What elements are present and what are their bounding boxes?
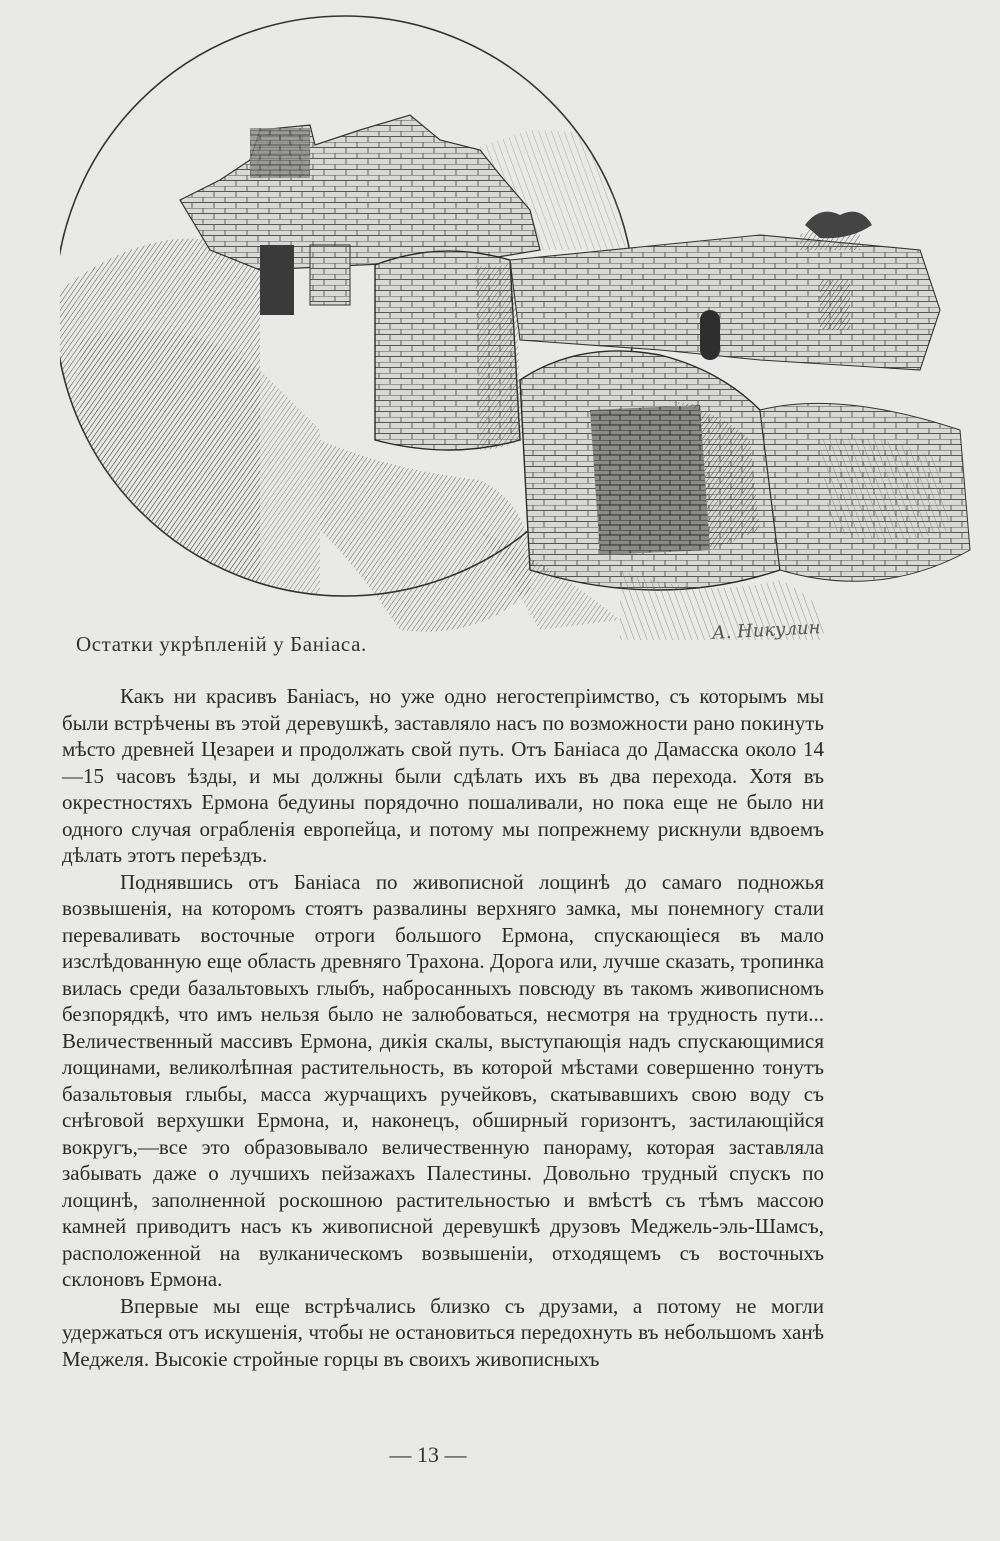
engraving-illustration — [60, 10, 980, 660]
figure-caption: Остатки укрѣпленій у Баніаса. — [76, 632, 367, 656]
paragraph: Поднявшись отъ Баніаса по живописной лощинѣ до самаго подножья возвышенія, на которомъ стоятъ развалины верхняго замка, мы понемногу стали переваливать восточные отроги большого Ермона, спускающіеся въ мало изслѣдованную еще область древняго Трахона. Дорога или, лучше сказать, тропинка вилась среди базальтовыхъ глыбъ, набросанныхъ повсюду въ такомъ живописномъ безпорядкѣ, что имъ нельзя было не залюбоваться, несмотря на трудность пути... Величественный массивъ Ермона, дикія скалы, выступающія надъ спускающимися лощинами, великолѣпная растительность, въ которой мѣстами совершенно тонутъ базальтовыя глыбы, масса журчащихъ ручейковъ, скатывавшихъ свою воду съ снѣговой верхушки Ермона, и, наконецъ, обширный горизонтъ, застилающійся вокругъ,—все это образовывало величественную панораму, которая заставляла забывать даже о лучшихъ пейзажахъ Палестины. Довольно трудный спускъ по лощинѣ, заполненной роскошною растительностью и вмѣстѣ съ тѣмъ массою камней приводитъ насъ къ живописной деревушкѣ друзовъ Меджель-эль-Шамсъ, расположенной на вулканическомъ возвышеніи, отходящемъ съ восточныхъ склоновъ Ермона. — [62, 869, 824, 1291]
body-text — [62, 683, 824, 1372]
paragraph: Какъ ни красивъ Баніасъ, но уже одно негостепріимство, съ которымъ мы были встрѣчены въ этой деревушкѣ, заставляло насъ по возможности рано покинуть мѣсто древней Цезареи и продолжать свой путь. Отъ Баніаса до Дамасска около 14—15 часовъ ѣзды, и мы должны были сдѣлать ихъ въ два перехода. Хотя въ окрестностяхъ Ермона бедуины порядочно пошаливали, но пока еще не было ни одного случая ограбленія европейца, и потому мы попрежнему рискнули вдвоемъ дѣлать этотъ переѣздъ. — [62, 684, 824, 867]
artist-signature: А. Никулин — [711, 617, 821, 644]
page-number: — 13 — — [389, 1442, 467, 1467]
castle-ruins-engraving — [60, 10, 980, 660]
paragraph: Впервые мы еще встрѣчались близко съ друзами, а потому не могли удержаться отъ искушенія, чтобы не остановиться передохнуть въ небольшомъ ханѣ Меджеля. Высокіе стройные горцы въ своихъ живописныхъ — [62, 1293, 824, 1371]
